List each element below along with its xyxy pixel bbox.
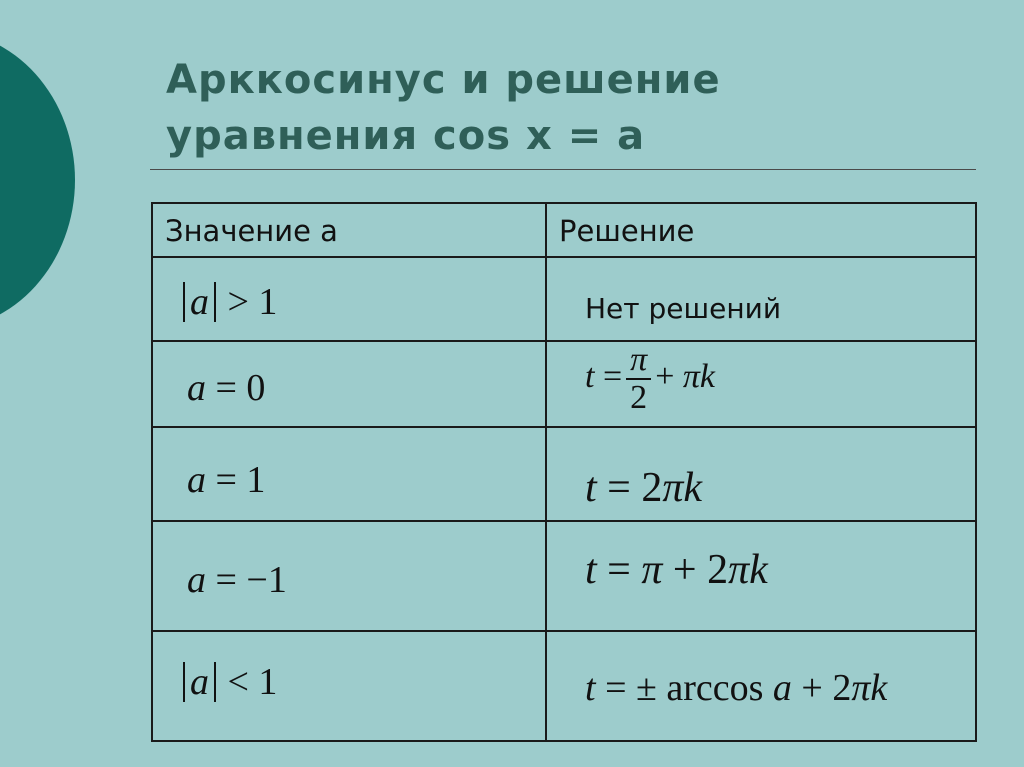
no-solutions-text: Нет решений: [585, 292, 782, 325]
header-value-cell: [152, 203, 546, 257]
formula-t-pi-half: t = $\frac{\pi}{2}$ + πk: [585, 341, 715, 416]
value-cell: [152, 341, 546, 427]
header-solution: Решение: [559, 214, 695, 248]
header-value: Значение a: [165, 214, 338, 248]
title-divider: [150, 169, 976, 170]
solution-cell: [546, 257, 976, 341]
table-row: [152, 427, 976, 521]
formula-a-eq-0: a = 0: [187, 367, 266, 409]
formula-abs-a-lt-1: a < 1: [153, 632, 545, 704]
formula-a-eq-minus-1: a = −1: [187, 559, 287, 601]
table-header-row: [152, 203, 976, 257]
title-line-1: Арккосинус и решение: [166, 57, 721, 103]
solution-cell: [546, 631, 976, 741]
solution-cell: [546, 341, 976, 427]
value-cell: [152, 521, 546, 631]
slide-title: [166, 52, 926, 164]
header-solution-cell: [546, 203, 976, 257]
formula-a-eq-1: a = 1: [187, 459, 266, 501]
table-row: [152, 631, 976, 741]
table-row: [152, 341, 976, 427]
table-row: [152, 521, 976, 631]
formula-t-pi-plus-2pik: t = π + 2πk: [585, 547, 768, 593]
table-row: [152, 257, 976, 341]
decorative-circle: [0, 30, 75, 330]
formula-t-arccos: t = ± arccos a + 2πk: [585, 667, 888, 709]
value-cell: [152, 631, 546, 741]
solutions-table: [151, 202, 977, 742]
value-cell: [152, 257, 546, 341]
formula-t-2pik: t = 2πk: [585, 465, 703, 511]
value-cell: [152, 427, 546, 521]
solution-cell: [546, 427, 976, 521]
solution-cell: [546, 521, 976, 631]
title-line-2: уравнения cos x = a: [166, 113, 646, 159]
formula-abs-a-gt-1: a > 1: [153, 258, 545, 324]
